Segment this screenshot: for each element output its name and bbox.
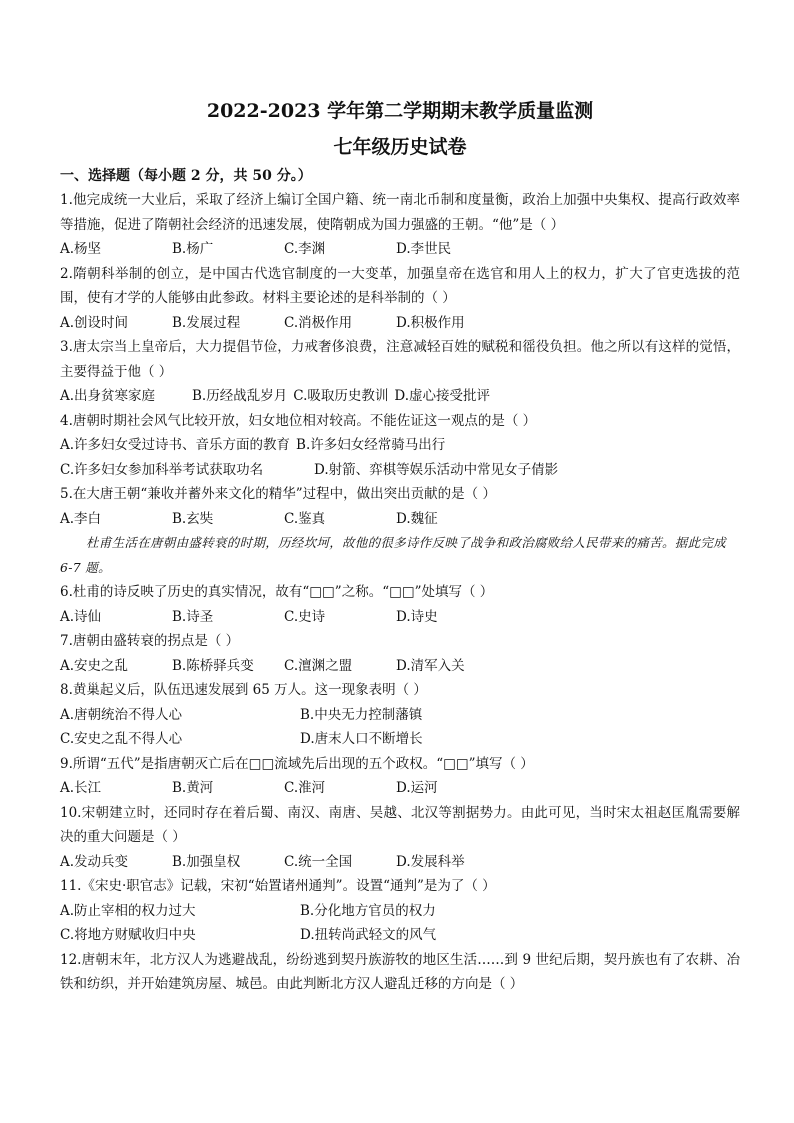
question-12: 12.唐朝末年，北方汉人为逃避战乱，纷纷逃到契丹族游牧的地区生活……到 9 世纪后期，契丹族也有了农耕、冶铁和纺织，并开始建筑房屋、城邑。由此判断北方汉人避乱迁移的方向是（ ） bbox=[60, 951, 740, 992]
option-a: A.杨坚 bbox=[60, 241, 102, 257]
option-c: C.史诗 bbox=[284, 608, 326, 625]
option-b: B.分化地方官员的权力 bbox=[300, 902, 436, 919]
option-c: C.消极作用 bbox=[284, 314, 353, 331]
question-7: 7.唐朝由盛转衰的拐点是（ ） bbox=[60, 633, 240, 649]
options-2 bbox=[60, 311, 740, 336]
option-c: C.许多妇女参加科举考试获取功名 bbox=[60, 461, 264, 478]
question-6: 6.杜甫的诗反映了历史的真实情况，故有“□□”之称。“□□”处填写（ ） bbox=[60, 584, 494, 600]
option-a: A.许多妇女受过诗书、音乐方面的教育 bbox=[60, 437, 291, 453]
option-a: A.李白 bbox=[60, 510, 102, 527]
option-d: D.虚心接受批评 bbox=[394, 388, 490, 404]
options-4a bbox=[60, 433, 740, 458]
option-d: D.积极作用 bbox=[396, 314, 465, 331]
question-9: 9.所谓“五代”是指唐朝灭亡后在□□流域先后出现的五个政权。“□□”填写（ ） bbox=[60, 755, 534, 772]
options-8a bbox=[60, 703, 740, 728]
exam-title: 2022-2023 学年第二学期期末教学质量监测 bbox=[206, 100, 594, 122]
question-10: 10.宋朝建立时，还同时存在着后蜀、南汉、南唐、吴越、北汉等割据势力。由此可见，当时宋太祖赵匡胤需要解决的重大问题是（ ） bbox=[60, 804, 740, 845]
options-8b bbox=[60, 727, 740, 752]
option-d: D.清军入关 bbox=[396, 657, 465, 674]
options-9 bbox=[60, 776, 740, 801]
option-b: B.加强皇权 bbox=[172, 853, 241, 870]
options-1 bbox=[60, 237, 740, 262]
option-a: A.出身贫寒家庭 bbox=[60, 388, 156, 404]
option-d: D.运河 bbox=[396, 780, 438, 796]
question-5: 5.在大唐王朝“兼收并蓄外来文化的精华”过程中，做出突出贡献的是（ ） bbox=[60, 486, 496, 502]
options-3 bbox=[60, 384, 740, 409]
option-c: C.吸取历史教训 bbox=[293, 388, 389, 404]
option-c: C.安史之乱不得人心 bbox=[60, 731, 183, 747]
option-b: B.历经战乱岁月 bbox=[192, 388, 288, 404]
option-a: A.发动兵变 bbox=[60, 853, 129, 870]
question-3: 3.唐太宗当上皇帝后，大力提倡节俭，力戒奢侈浪费，注意减轻百姓的赋税和徭役负担。他之所以有这样的觉悟，主要得益于他（ ） bbox=[60, 339, 740, 380]
option-c: C.澶渊之盟 bbox=[284, 657, 353, 674]
option-d: D.诗史 bbox=[396, 608, 438, 625]
option-d: D.发展科举 bbox=[396, 853, 465, 870]
option-a: A.长江 bbox=[60, 780, 102, 796]
option-b: B.陈桥驿兵变 bbox=[172, 657, 254, 674]
exam-subtitle: 七年级历史试卷 bbox=[333, 136, 467, 158]
options-11a bbox=[60, 899, 740, 924]
option-b: B.发展过程 bbox=[172, 314, 241, 331]
question-8: 8.黄巢起义后，队伍迅速发展到 65 万人。这一现象表明（ ） bbox=[60, 682, 427, 698]
option-a: A.创设时间 bbox=[60, 314, 129, 331]
option-b: B.中央无力控制藩镇 bbox=[300, 706, 423, 723]
exam-page bbox=[60, 96, 740, 997]
option-a: A.防止宰相的权力过大 bbox=[60, 902, 196, 919]
options-6 bbox=[60, 605, 740, 630]
option-d: D.李世民 bbox=[396, 241, 452, 257]
question-2: 2.隋朝科举制的创立，是中国古代选官制度的一大变革，加强皇帝在选官和用人上的权力，扩大了官吏选拔的范围，使有才学的人能够由此参政。材料主要论述的是科举制的（ ） bbox=[60, 265, 740, 306]
option-a: A.唐朝统治不得人心 bbox=[60, 706, 183, 723]
options-10 bbox=[60, 850, 740, 875]
options-7 bbox=[60, 654, 740, 679]
option-d: D.射箭、弈棋等娱乐活动中常见女子倩影 bbox=[314, 461, 559, 478]
option-d: D.扭转尚武轻文的风气 bbox=[300, 927, 437, 943]
option-c: C.将地方财赋收归中央 bbox=[60, 927, 196, 943]
option-b: B.诗圣 bbox=[172, 608, 214, 625]
option-a: A.安史之乱 bbox=[60, 657, 129, 674]
option-b: B.玄奘 bbox=[172, 510, 214, 527]
option-c: C.统一全国 bbox=[284, 853, 353, 870]
section-heading: 一、选择题（每小题 2 分，共 50 分。） bbox=[60, 168, 312, 184]
question-11: 11.《宋史·职官志》记载，宋初“始置诸州通判”。设置“通判”是为了（ ） bbox=[60, 878, 496, 894]
question-1: 1.他完成统一大业后，采取了经济上编订全国户籍、统一南北币制和度量衡，政治上加强中央集权、提高行政效率等措施，促进了隋朝社会经济的迅速发展，使隋朝成为国力强盛的王朝。“他”是（ ） bbox=[60, 192, 740, 233]
options-4b bbox=[60, 458, 740, 483]
options-11b bbox=[60, 923, 740, 948]
option-b: B.杨广 bbox=[172, 241, 214, 257]
option-a: A.诗仙 bbox=[60, 608, 102, 625]
option-c: C.鉴真 bbox=[284, 510, 326, 527]
option-d: D.魏征 bbox=[396, 510, 438, 527]
option-b: B.黄河 bbox=[172, 780, 214, 796]
option-d: D.唐末人口不断增长 bbox=[300, 731, 423, 747]
reading-material: 杜甫生活在唐朝由盛转衰的时期，历经坎坷，故他的很多诗作反映了战争和政治腐败给人民带来的痛苦。据此完成 6-7 题。 bbox=[60, 535, 727, 575]
option-c: C.李渊 bbox=[284, 241, 326, 257]
option-b: B.许多妇女经常骑马出行 bbox=[296, 437, 446, 453]
option-c: C.淮河 bbox=[284, 780, 326, 796]
options-5 bbox=[60, 507, 740, 532]
question-4: 4.唐朝时期社会风气比较开放，妇女地位相对较高。不能佐证这一观点的是（ ） bbox=[60, 412, 537, 429]
